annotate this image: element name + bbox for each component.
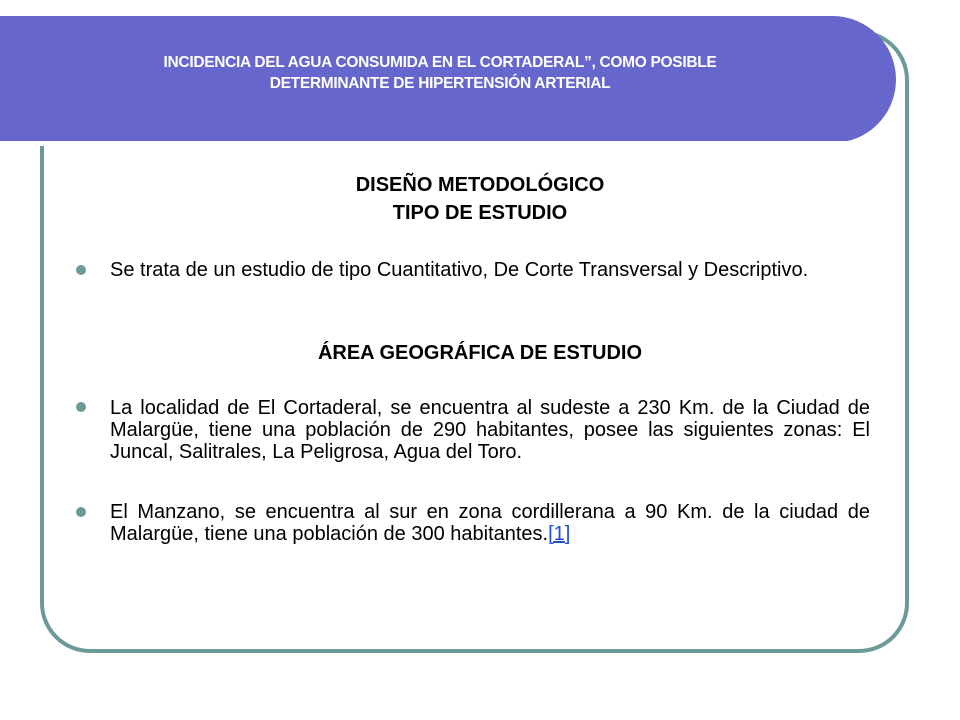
slide-title-line2: DETERMINANTE DE HIPERTENSIÓN ARTERIAL bbox=[269, 75, 611, 92]
heading-area-geografica: ÁREA GEOGRÁFICA DE ESTUDIO bbox=[317, 342, 643, 364]
heading-metodologia: DISEÑO METODOLÓGICO bbox=[355, 174, 605, 196]
header-band bbox=[0, 16, 896, 143]
bullet-cortaderal: La localidad de El Cortaderal, se encuentra al sudeste a 230 Km. de la Ciudad de Malargüe, tiene una población de 290 habitantes, posee las siguientes zonas: El Juncal, Salitrales, La Peligrosa, Agua del Toro. bbox=[110, 397, 870, 463]
footnote-link[interactable]: [1] bbox=[548, 523, 571, 545]
bullet-manzano bbox=[110, 501, 870, 545]
slide-title bbox=[0, 52, 880, 94]
header-divider bbox=[0, 141, 850, 146]
bullet-icon bbox=[76, 402, 86, 412]
bullet-icon bbox=[76, 507, 86, 517]
bullet-manzano-text: El Manzano, se encuentra al sur en zona cordillerana a 90 Km. de la ciudad de Malargüe, tiene una población de 300 habitantes. bbox=[110, 501, 870, 545]
bullet-icon bbox=[76, 265, 86, 275]
bullet-tipo-estudio: Se trata de un estudio de tipo Cuantitativo, De Corte Transversal y Descriptivo. bbox=[110, 259, 809, 281]
heading-tipo-estudio: TIPO DE ESTUDIO bbox=[392, 202, 568, 224]
slide-title-line1: INCIDENCIA DEL AGUA CONSUMIDA EN EL CORTADERAL”, COMO POSIBLE bbox=[163, 54, 717, 71]
